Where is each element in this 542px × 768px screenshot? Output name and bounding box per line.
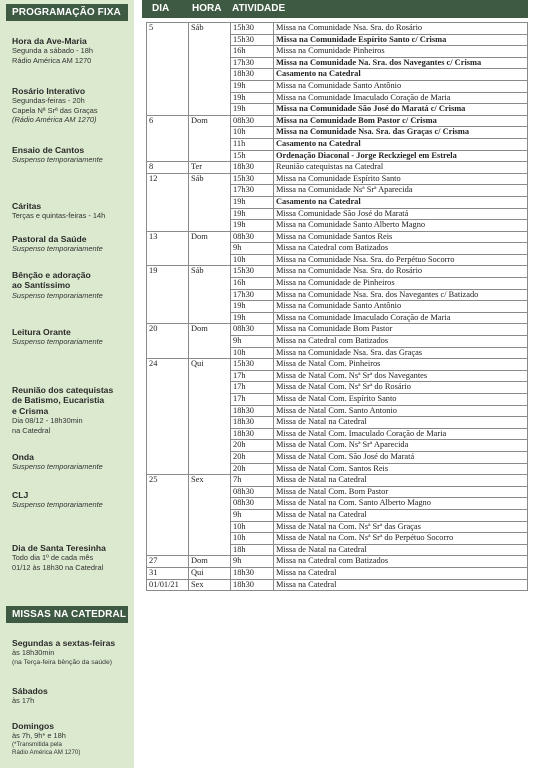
sidebar-entry-detail: às 17h [12,696,35,706]
cell-atividade: Missa na Comunidade Bom Pastor c/ Crisma [274,115,528,127]
cell-atividade: Missa na Comunidade Santos Reis [274,231,528,243]
cell-hora: 15h [231,150,274,162]
cell-atividade: Missa de Natal Com. Santo Antonio [274,405,528,417]
sidebar-entry-title: Pastoral da Saúde [12,234,87,244]
cell-atividade: Missa na Comunidade Santo Alberto Magno [274,220,528,232]
cell-dia: 31 [147,567,189,579]
sidebar-entry-detail: Suspenso temporariamente [12,155,103,165]
cell-atividade: Missa na Catedral com Batizados [274,336,528,348]
cell-hora: 20h [231,440,274,452]
sidebar-entry-detail: Suspenso temporariamente [12,290,103,300]
table-row [147,23,528,35]
cell-hora: 08h30 [231,486,274,498]
sidebar-entry-detail: na Catedral [12,425,51,435]
cell-atividade: Casamento na Catedral [274,69,528,81]
sidebar-entry-title: Rosário Interativo [12,86,86,96]
cell-dia-semana: Ter [189,162,231,174]
cell-hora: 7h [231,475,274,487]
cell-atividade: Missa na Comunidade Nsa. Sra. do Rosário [274,266,528,278]
header-dia: DIA [152,3,170,14]
table-row [147,324,528,336]
cell-atividade: Missa Comunidade São José do Maratá [274,208,528,220]
cell-hora: 17h30 [231,185,274,197]
table-row [147,231,528,243]
cell-hora: 18h30 [231,428,274,440]
cell-atividade: Missa na Catedral com Batizados [274,243,528,255]
cell-hora: 18h30 [231,69,274,81]
cell-atividade: Missa na Comunidade Nsa. Sra. do Perpétuo Socorro [274,254,528,266]
cell-atividade: Missa na Comunidade Bom Pastor [274,324,528,336]
cell-atividade: Missa na Comunidade Nsa. Sra. das Graças c/ Crisma [274,127,528,139]
cell-atividade: Missa na Comunidade Santo Antônio [274,301,528,313]
cell-atividade: Missa de Natal na Com. Santo Alberto Magno [274,498,528,510]
cell-atividade: Missa de Natal na Catedral [274,509,528,521]
cell-atividade: Missa na Comunidade Santo Antônio [274,80,528,92]
cell-hora: 18h30 [231,579,274,591]
sidebar-entry-title: Onda [12,452,34,462]
cell-hora: 15h30 [231,23,274,35]
sidebar-entry-detail: Suspenso temporariamente [12,500,103,510]
cell-hora: 9h [231,556,274,568]
cell-dia-semana: Dom [189,324,231,359]
cell-hora: 19h [231,104,274,116]
cell-hora: 19h [231,196,274,208]
cell-atividade: Missa na Comunidade Nsa. Sra. dos Navegantes c/ Batizado [274,289,528,301]
sidebar-entry-detail: (*Transmitida pela [12,740,62,748]
cell-hora: 19h [231,301,274,313]
sidebar-entry [12,201,132,221]
sidebar-entry [12,543,132,572]
cell-hora: 17h [231,382,274,394]
sidebar-entry [12,385,132,435]
cell-atividade: Missa de Natal Com. Imaculado Coração de Maria [274,428,528,440]
table-row [147,115,528,127]
cell-hora: 17h [231,394,274,406]
cell-atividade: Missa de Natal na Catedral [274,544,528,556]
cell-atividade: Missa na Comunidade Na. Sra. dos Navegantes c/ Crisma [274,57,528,69]
sidebar-entry-title: Cáritas [12,201,42,211]
sidebar-entry-detail: Capela Nª Srª das Graças [12,105,98,115]
cell-atividade: Missa na Comunidade Pinheiros [274,46,528,58]
cell-atividade: Missa de Natal Com. São José do Maratá [274,451,528,463]
sidebar-entry [12,234,132,254]
header-atividade: ATIVIDADE [232,3,286,14]
table-row [147,579,528,591]
cell-atividade: Missa na Comunidade Espírito Santo c/ Crisma [274,34,528,46]
cell-dia: 8 [147,162,189,174]
sidebar-entry-detail: Rádio América AM 1270) [12,748,81,756]
cell-atividade: Missa de Natal Com. Nsª Srª Aparecida [274,440,528,452]
programacao-fixa-header: PROGRAMAÇÃO FIXA [6,4,128,21]
cell-hora: 10h [231,127,274,139]
sidebar-entry-detail: às 7h, 9h* e 18h [12,731,66,741]
sidebar-entry-title: Segundas a sextas-feiras [12,638,116,648]
sidebar-entry-title: Leitura Orante [12,327,71,337]
cell-atividade: Missa de Natal na Catedral [274,417,528,429]
sidebar-entry-title: Ensaio de Cantos [12,145,85,155]
cell-hora: 19h [231,208,274,220]
cell-dia-semana: Dom [189,556,231,568]
cell-atividade: Missa de Natal na Com. Nsª Srª das Graças [274,521,528,533]
cell-atividade: Missa de Natal na Catedral [274,475,528,487]
sidebar-entry [12,721,132,757]
cell-hora: 15h30 [231,173,274,185]
cell-hora: 17h30 [231,57,274,69]
table-row [147,173,528,185]
cell-hora: 08h30 [231,324,274,336]
cell-dia: 12 [147,173,189,231]
header-hora: HORA [192,3,222,14]
sidebar-entry-detail: às 18h30min [12,648,55,658]
cell-hora: 16h [231,46,274,58]
cell-hora: 08h30 [231,498,274,510]
sidebar-entry [12,638,132,667]
cell-hora: 9h [231,243,274,255]
sidebar-entry-detail: Terças e quintas-feiras - 14h [12,211,106,221]
sidebar-entry-title: Domingos [12,721,55,731]
cell-atividade: Missa de Natal Com. Nsª Srª dos Navegantes [274,370,528,382]
cell-dia-semana: Dom [189,231,231,266]
cell-atividade: Missa na Comunidade Imaculado Coração de Maria [274,312,528,324]
table-row [147,162,528,174]
sidebar-entry-title: Reunião dos catequistas de Batismo, Eucaristia e Crisma [12,385,114,416]
cell-hora: 20h [231,451,274,463]
sidebar-entry-detail: Todo dia 1º de cada mês [12,553,94,563]
cell-hora: 20h [231,463,274,475]
sidebar-entry-title: Hora da Ave-Maria [12,36,87,46]
table-row [147,266,528,278]
sidebar [0,0,134,768]
sidebar-entry-detail: Suspenso temporariamente [12,462,103,472]
cell-dia: 27 [147,556,189,568]
cell-hora: 17h [231,370,274,382]
cell-atividade: Missa de Natal Com. Bom Pastor [274,486,528,498]
cell-dia-semana: Dom [189,115,231,161]
sidebar-entry [12,686,132,706]
cell-hora: 18h30 [231,567,274,579]
cell-dia-semana: Sex [189,475,231,556]
cell-dia: 01/01/21 [147,579,189,591]
sidebar-entry [12,270,132,300]
sidebar-entry-detail: Segundas-feiras - 20h [12,96,85,106]
cell-hora: 10h [231,254,274,266]
cell-hora: 19h [231,80,274,92]
cell-hora: 17h30 [231,289,274,301]
sidebar-entry [12,86,132,125]
cell-hora: 9h [231,336,274,348]
cell-dia-semana: Sáb [189,173,231,231]
cell-atividade: Missa na Comunidade de Pinheiros [274,278,528,290]
cell-dia: 25 [147,475,189,556]
sidebar-entry-detail: Segunda a sábado - 18h [12,46,93,56]
cell-hora: 18h30 [231,405,274,417]
cell-dia-semana: Sáb [189,266,231,324]
cell-dia-semana: Qui [189,359,231,475]
sidebar-entry-title: Bênção e adoração ao Santíssimo [12,270,91,291]
cell-hora: 16h [231,278,274,290]
cell-atividade: Missa na Catedral com Batizados [274,556,528,568]
cell-hora: 18h [231,544,274,556]
cell-hora: 18h30 [231,417,274,429]
cell-hora: 08h30 [231,115,274,127]
sidebar-entry-detail: Suspenso temporariamente [12,244,103,254]
cell-hora: 10h [231,533,274,545]
table-row [147,567,528,579]
sidebar-entry-detail: (Rádio América AM 1270) [12,115,97,125]
sidebar-entry-detail: (na Terça-feira bênção da saúde) [12,658,113,666]
cell-dia: 19 [147,266,189,324]
sidebar-entry-title: CLJ [12,490,29,500]
cell-dia: 20 [147,324,189,359]
cell-atividade: Missa na Comunidade Nsa. Sra. das Graças [274,347,528,359]
sidebar-entry-detail: Dia 08/12 - 18h30min [12,416,83,426]
sidebar-entry [12,36,132,65]
sidebar-entry-detail: Rádio América AM 1270 [12,55,92,65]
cell-dia: 13 [147,231,189,266]
cell-atividade: Casamento na Catedral [274,196,528,208]
cell-dia-semana: Qui [189,567,231,579]
sidebar-entry [12,145,132,165]
cell-atividade: Casamento na Catedral [274,138,528,150]
cell-dia-semana: Sáb [189,23,231,116]
cell-atividade: Missa na Comunidade Nsª Srª Aparecida [274,185,528,197]
cell-atividade: Missa na Comunidade Nsa. Sra. do Rosário [274,23,528,35]
missas-catedral-header: MISSAS NA CATEDRAL [6,606,128,623]
schedule-header [142,0,528,18]
cell-atividade: Missa na Comunidade Imaculado Coração de Maria [274,92,528,104]
cell-atividade: Missa de Natal Com. Santos Reis [274,463,528,475]
cell-atividade: Reunião catequistas na Catedral [274,162,528,174]
cell-atividade: Ordenação Diaconal - Jorge Reckziegel em Estrela [274,150,528,162]
cell-atividade: Missa de Natal na Com. Nsª Srª do Perpétuo Socorro [274,533,528,545]
cell-hora: 11h [231,138,274,150]
cell-hora: 10h [231,347,274,359]
cell-hora: 9h [231,509,274,521]
cell-atividade: Missa de Natal Com. Espírito Santo [274,394,528,406]
cell-hora: 18h30 [231,162,274,174]
cell-dia: 24 [147,359,189,475]
cell-hora: 15h30 [231,266,274,278]
cell-atividade: Missa na Catedral [274,567,528,579]
cell-dia: 5 [147,23,189,116]
sidebar-entry-detail: Suspenso temporariamente [12,337,103,347]
cell-atividade: Missa na Comunidade São José do Maratá c/ Crisma [274,104,528,116]
cell-atividade: Missa na Comunidade Espírito Santo [274,173,528,185]
sidebar-entry-title: Sábados [12,686,48,696]
sidebar-entry [12,452,132,472]
cell-dia-semana: Sex [189,579,231,591]
sidebar-entry [12,327,132,347]
cell-atividade: Missa de Natal Com. Nsª Srª do Rosário [274,382,528,394]
cell-hora: 19h [231,92,274,104]
cell-hora: 10h [231,521,274,533]
cell-dia: 6 [147,115,189,161]
cell-hora: 15h30 [231,359,274,371]
table-row [147,475,528,487]
cell-hora: 19h [231,312,274,324]
sidebar-entry [12,490,132,510]
sidebar-entry-detail: 01/12 às 18h30 na Catedral [12,562,104,572]
sidebar-entry-title: Dia de Santa Teresinha [12,543,106,553]
cell-hora: 08h30 [231,231,274,243]
schedule-table [146,22,528,591]
cell-hora: 15h30 [231,34,274,46]
cell-hora: 19h [231,220,274,232]
cell-atividade: Missa na Catedral [274,579,528,591]
table-row [147,556,528,568]
table-row [147,359,528,371]
cell-atividade: Missa de Natal Com. Pinheiros [274,359,528,371]
